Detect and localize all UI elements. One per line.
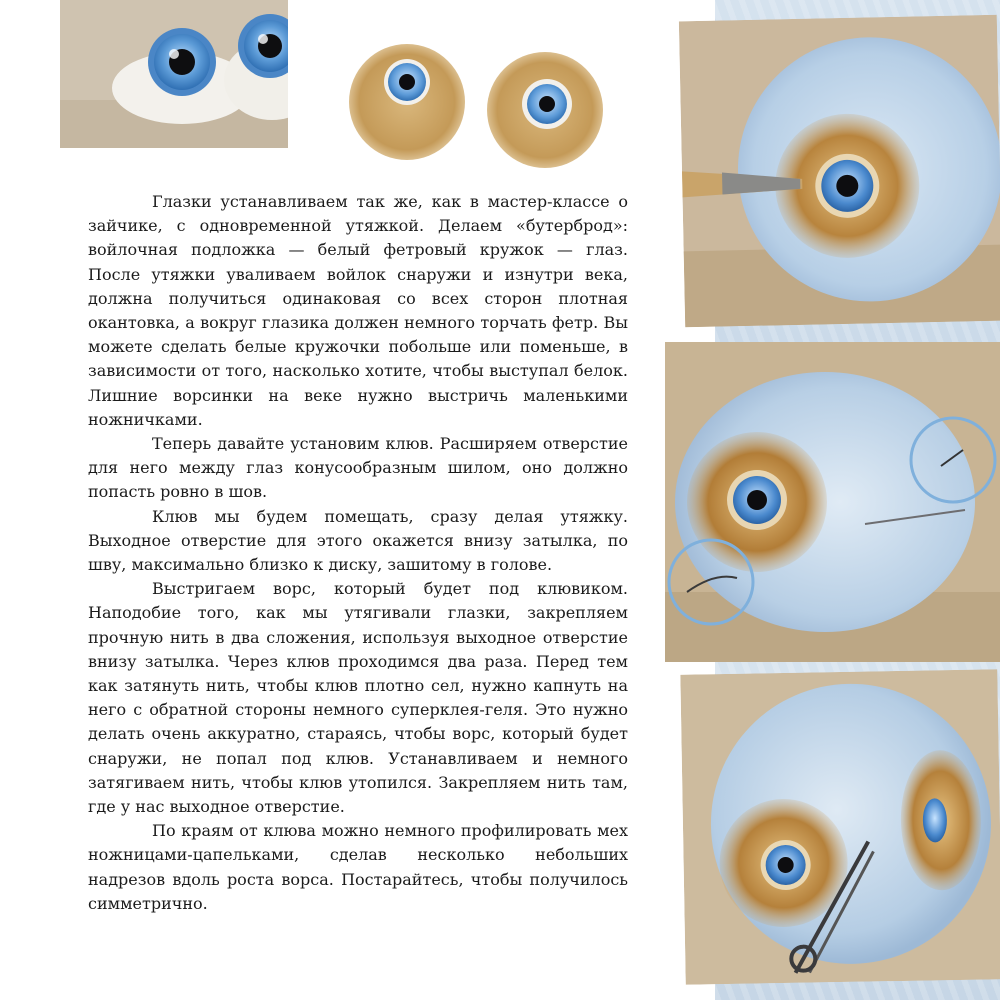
paragraph-beak-placement: Клюв мы будем помещать, сразу делая утяжку. Выходное отверстие для этого окажется внизу затылка, по шву, максимально близко к диску, зашитому в голове. [88,506,628,575]
paragraph-eyes: Глазки устанавливаем так же, как в мастер-классе о зайчике, с одновременной утяжкой. Делаем «бутерброд»: войлочная подложка — белый фетровый кружок — глаз. После утяжки уваливаем войлок снаружи и изнутри века, должна получиться одинаковая со всех сторон плотная окантовка, а вокруг глазика должен немного торчать фетр. Вы можете сделать белые кружочки побольше или поменьше, в зависимости от того, насколько хотите, чтобы выступал белок. Лишние ворсинки на веке нужно выстричь маленькими ножничками. [88,192,628,429]
photo-eyes-on-felt [60,0,288,148]
article-text [88,190,628,916]
photo-owl-head-awl [679,15,1000,328]
photo-owl-head-needle [665,342,1000,662]
photo-eyes-on-fur-discs [345,40,613,168]
paragraph-beak-fixing: Выстригаем ворс, который будет под клювиком. Наподобие того, как мы утягивали глазки, закрепляем прочную нить в два сложения, используя выходное отверстие внизу затылка. Через клюв проходимся два раза. Перед тем как затянуть нить, чтобы клюв плотно сел, нужно капнуть на него с обратной стороны немного суперклея-геля. Это нужно делать очень аккуратно, стараясь, чтобы ворс, который будет снаружи, не попал под клюв. Устанавливаем и немного затягиваем нить, чтобы клюв утопился. Закрепляем нить там, где у нас выходное отверстие. [88,579,628,817]
paragraph-trimming: По краям от клюва можно немного профилировать мех ножницами-цапельками, сделав несколько небольших надрезов вдоль роста ворса. Постарайтесь, чтобы получилось симметрично. [88,821,628,913]
photo-owl-head-scissors [680,669,1000,984]
paragraph-beak-hole: Теперь давайте установим клюв. Расширяем отверстие для него между глаз конусообразным шилом, оно должно попасть ровно в шов. [88,434,628,502]
